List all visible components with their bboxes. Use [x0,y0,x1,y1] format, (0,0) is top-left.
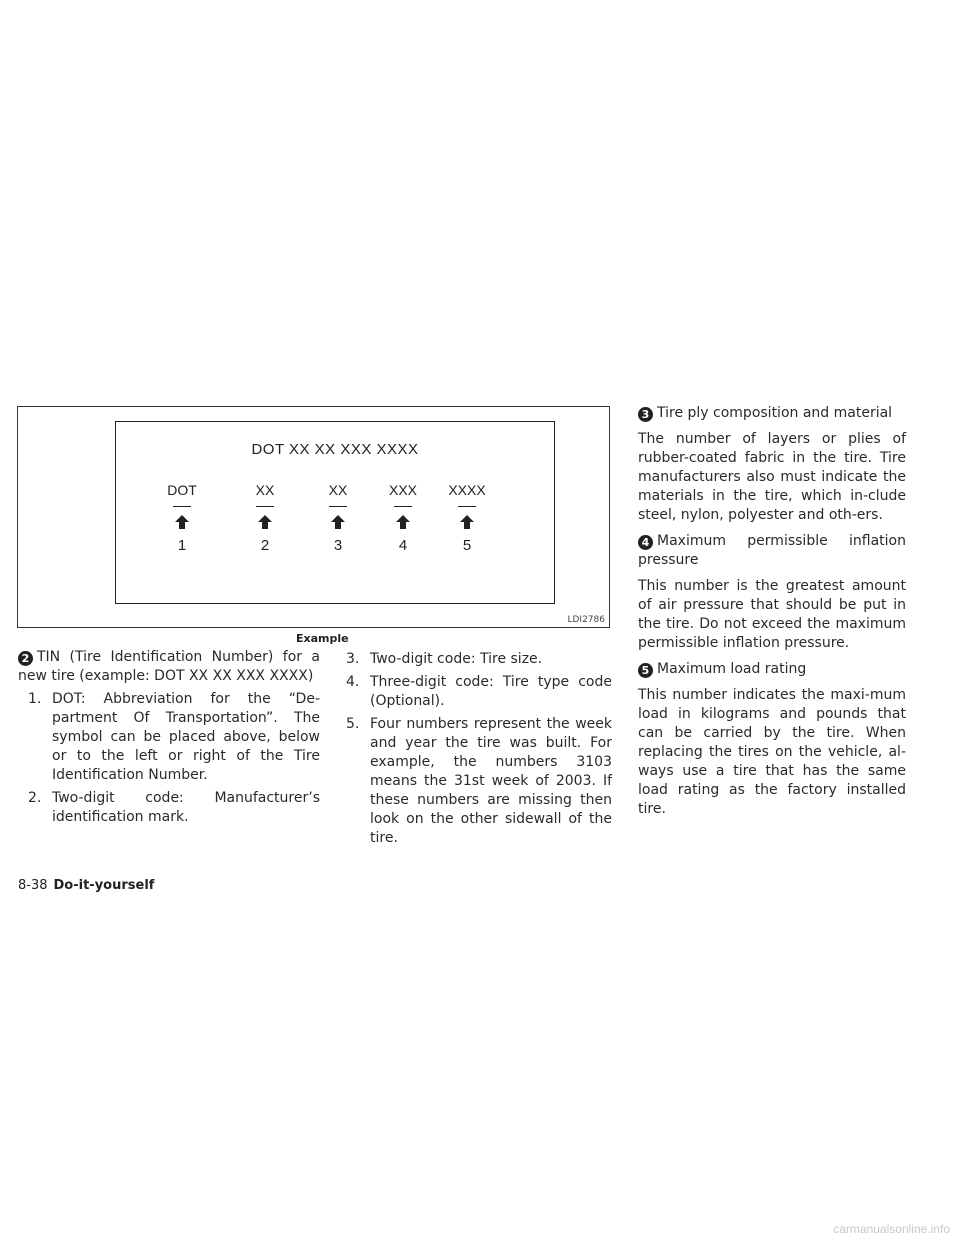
underline-mark [394,506,412,507]
list-item-number: 5. [346,716,360,732]
section-2-heading-text: TIN (Tire Identification Number) for a new tire (example: DOT XX XX XXX XXXX) [18,649,320,684]
section-5-heading-text: Maximum load rating [657,661,807,677]
arrow-up-icon [175,515,189,529]
code-label: DOT [167,482,197,498]
list-item-text: DOT: Abbreviation for the “De-partment Of Transportation”. The symbol can be placed above, below or to the left or right of the Tire Identification Number. [52,691,320,783]
figure-id: LDI2786 [567,615,605,625]
tin-diagram-panel [115,421,555,604]
middle-column [346,650,612,848]
section-title: Do-it-yourself [53,878,155,893]
arrow-up-icon [331,515,345,529]
dot-code-line: DOT XX XX XXX XXXX [251,441,419,458]
underline-mark [256,506,274,507]
left-column [18,648,320,827]
marker-2-icon: 2 [18,651,33,666]
section-5-heading [638,660,906,679]
list-item-number: 2. [28,790,42,806]
list-item [346,673,612,711]
code-label: XX [255,482,275,498]
right-column [638,404,906,819]
section-5-body: This number indicates the maxi-mum load in kilograms and pounds that can be carried by the tire. When replacing the tires on the vehicle, al-ways use a tire that has the same load rating as the factory installed tire. [638,687,906,817]
list-item [346,715,612,848]
section-4-heading-text: Maximum permissible inflation pressure [638,533,906,568]
code-column-5 [432,482,502,554]
marker-5-icon: 5 [638,663,653,678]
section-3-heading [638,404,906,423]
section-3-heading-text: Tire ply composition and material [657,405,893,421]
page-number: 8-38 [18,878,48,893]
code-column-4 [368,482,438,554]
underline-mark [329,506,347,507]
list-item-number: 3. [346,651,360,667]
code-column-1 [147,482,217,554]
tin-figure [17,406,610,628]
list-item [18,690,320,785]
list-item-text: Two-digit code: Tire size. [370,651,543,667]
marker-4-icon: 4 [638,535,653,550]
code-number: 1 [177,537,187,554]
section-4-body: This number is the greatest amount of air pressure that should be put in the tire. Do not exceed the maximum permissible inflation pressure. [638,578,906,651]
section-3-body: The number of layers or plies of rubber-coated fabric in the tire. Tire manufacturers also must indicate the materials in the tire, which in-clude steel, nylon, polyester and oth-ers. [638,431,906,523]
list-item-text: Three-digit code: Tire type code (Optional). [370,674,612,709]
arrow-up-icon [258,515,272,529]
underline-mark [458,506,476,507]
code-number: 5 [462,537,472,554]
code-number: 3 [333,537,343,554]
watermark: carmanualsonline.info [833,1222,950,1236]
list-item-text: Two-digit code: Manufacturer’s identification mark. [52,790,320,825]
figure-caption: Example [296,632,349,645]
list-item-text: Four numbers represent the week and year the tire was built. For example, the numbers 3103 means the 31st week of 2003. If these numbers are missing then look on the other sidewall of the tire. [370,716,612,846]
list-item-number: 4. [346,674,360,690]
code-label: XXX [388,482,417,498]
arrow-up-icon [396,515,410,529]
page-footer [18,878,154,893]
code-column-3 [303,482,373,554]
code-label: XX [328,482,348,498]
code-label: XXXX [448,482,486,498]
section-2-heading [18,648,320,686]
marker-3-icon: 3 [638,407,653,422]
list-item [346,650,612,669]
code-column-2 [230,482,300,554]
arrow-up-icon [460,515,474,529]
code-number: 4 [398,537,408,554]
code-number: 2 [260,537,270,554]
list-item [18,789,320,827]
underline-mark [173,506,191,507]
list-item-number: 1. [28,691,42,707]
section-4-heading [638,532,906,570]
